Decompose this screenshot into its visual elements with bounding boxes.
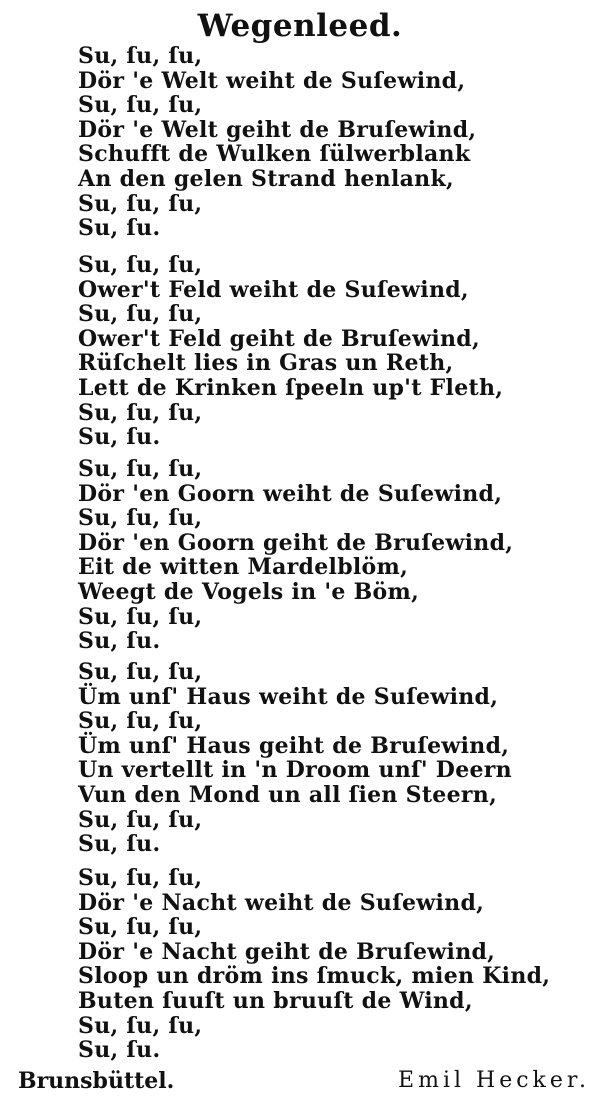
poem-line: Su, ſu, ſu, bbox=[78, 914, 203, 941]
poem-line: Weegt de Vogels in 'e Böm, bbox=[78, 578, 420, 605]
poem-title: Wegenleed. bbox=[197, 8, 403, 44]
author-name: Emil Hecker. bbox=[398, 1068, 590, 1093]
poem-line: Su, ſu, ſu, bbox=[78, 505, 203, 532]
poem-line: Su, ſu, ſu, bbox=[78, 1012, 203, 1039]
poem-line: Rüſchelt lies in Gras un Reth, bbox=[78, 350, 454, 377]
poem-line: Dör 'en Goorn weiht de Suſewind, bbox=[78, 480, 503, 507]
poem-line: Su, ſu, ſu, bbox=[78, 252, 203, 278]
poem-line: Vun den Mond un all ſien Steern, bbox=[78, 781, 498, 808]
stanza-1 bbox=[78, 44, 476, 241]
poem-line: Su, ſu. bbox=[78, 831, 161, 858]
poem-line: Dör 'e Welt geiht de Bruſewind, bbox=[78, 116, 477, 143]
stanza-3 bbox=[78, 457, 513, 654]
poem-line: Su, ſu, ſu, bbox=[78, 92, 203, 119]
poem-line: Lett de Krinken ſpeeln up't Fleth, bbox=[78, 374, 504, 401]
poem-line: Dör 'e Welt weiht de Suſewind, bbox=[78, 67, 466, 94]
poem-line: Su, ſu, ſu, bbox=[78, 43, 203, 69]
poem-line: Su, ſu. bbox=[78, 424, 161, 451]
place-name: Brunsbüttel. bbox=[18, 1068, 175, 1094]
poem-line: Ower't Feld geiht de Bruſewind, bbox=[78, 325, 480, 352]
poem-line: Su, ſu, ſu, bbox=[78, 806, 203, 833]
poem-line: Eit de witten Mardelblöm, bbox=[78, 554, 409, 581]
poem-line: An den gelen Strand henlank, bbox=[78, 165, 454, 192]
poem-line: Schufft de Wulken ſülwerblank bbox=[78, 141, 471, 168]
poem-line: Su, ſu, ſu, bbox=[78, 190, 203, 217]
stanza-4 bbox=[78, 660, 512, 857]
poem-line: Un vertellt in 'n Droom unſ' Deern bbox=[78, 757, 512, 784]
poem-line: Su, ſu. bbox=[78, 1037, 161, 1064]
poem-line: Dör 'en Goorn geiht de Bruſewind, bbox=[78, 529, 514, 556]
poem-line: Su, ſu, ſu, bbox=[78, 301, 203, 328]
poem-line: Su, ſu, ſu, bbox=[78, 659, 203, 685]
poem-line: Su, ſu, ſu, bbox=[78, 456, 203, 482]
poem-line: Dör 'e Nacht geiht de Bruſewind, bbox=[78, 938, 496, 965]
stanza-5 bbox=[78, 866, 550, 1063]
poem-line: Su, ſu, ſu, bbox=[78, 865, 203, 891]
poem-line: Üm unſ' Haus geiht de Bruſewind, bbox=[78, 732, 510, 759]
poem-line: Su, ſu, ſu, bbox=[78, 708, 203, 735]
poem-line: Su, ſu, ſu, bbox=[78, 603, 203, 630]
poem-line: Sloop un dröm ins ſmuck, mien Kind, bbox=[78, 963, 551, 990]
poem-line: Buten ſuuſt un bruuſt de Wind, bbox=[78, 987, 473, 1014]
poem-line: Su, ſu, ſu, bbox=[78, 399, 203, 426]
poem-line: Ower't Feld weiht de Suſewind, bbox=[78, 276, 469, 303]
stanza-2 bbox=[78, 253, 503, 450]
poem-line: Su, ſu. bbox=[78, 215, 161, 242]
poem-line: Üm unſ' Haus weiht de Suſewind, bbox=[78, 683, 499, 710]
poem-line: Su, ſu. bbox=[78, 628, 161, 655]
poem-line: Dör 'e Nacht weiht de Suſewind, bbox=[78, 889, 485, 916]
